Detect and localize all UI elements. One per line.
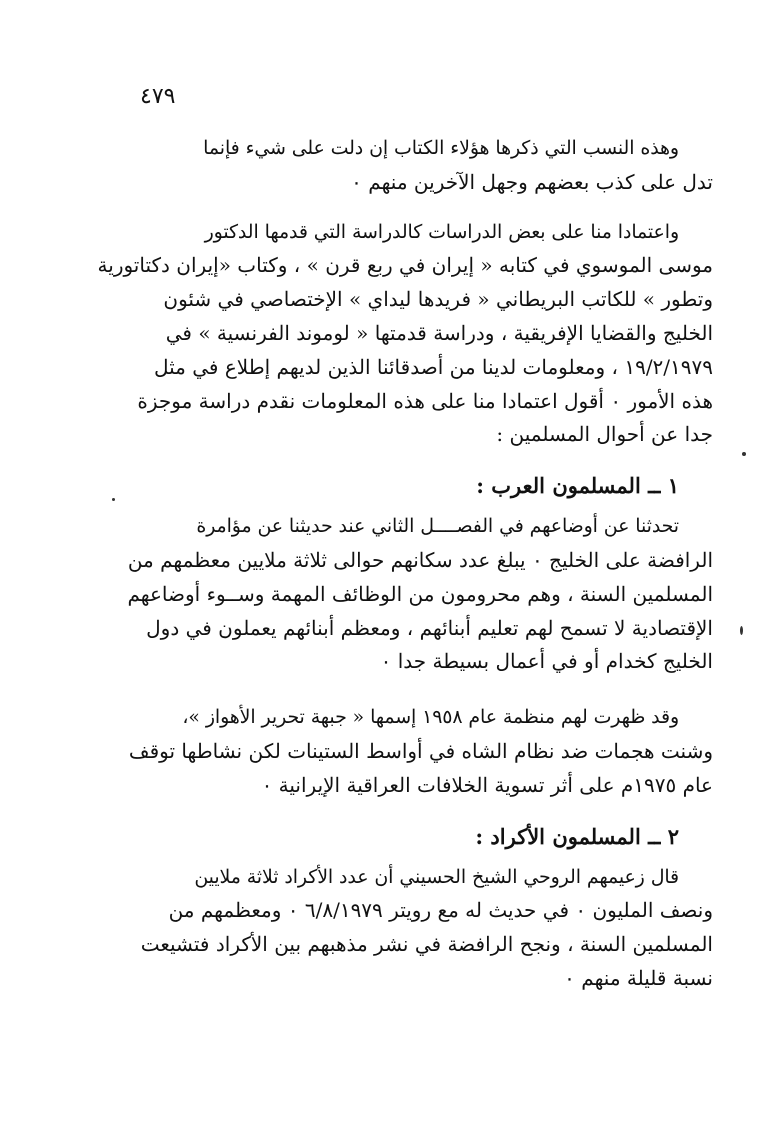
text-line: جدا عن أحوال المسلمين : — [496, 422, 713, 447]
text-line: وهذه النسب التي ذكرها هؤلاء الكتاب إن دلت على شيء فإنما — [203, 138, 679, 159]
text-line: تدل على كذب بعضهم وجهل الآخرين منهم ٠ — [351, 169, 713, 194]
section-heading-arab-muslims: ١ ــ المسلمون العرب : — [476, 473, 679, 499]
text-line: الخليج كخدام أو في أعمال بسيطة جدا ٠ — [380, 649, 713, 674]
text-line: المسلمين السنة ، ونجح الرافضة في نشر مذهبهم بين الأكراد فتشيعت — [140, 932, 713, 957]
text-line: ونصف المليون ٠ في حديث له مع رويتر ٦/٨/١٩٧٩ ٠ ومعظمهم من — [168, 898, 713, 923]
text-line: وتطور » للكاتب البريطاني « فريدها ليداي » الإختصاصي في شئون — [163, 287, 713, 312]
scan-speck — [740, 626, 743, 635]
page-body — [63, 132, 713, 996]
text-line: قال زعيمهم الروحي الشيخ الحسيني أن عدد الأكراد ثلاثة ملايين — [194, 866, 679, 888]
scan-speck — [742, 452, 746, 456]
paragraph-kurdish-muslims — [63, 861, 713, 996]
text-line: نسبة قليلة منهم ٠ — [564, 965, 713, 990]
page-number: ٤٧٩ — [140, 84, 176, 109]
text-line: ١٩/٢/١٩٧٩ ، ومعلومات لدينا من أصدقائنا الذين لديهم إطلاع في مثل — [153, 354, 713, 379]
text-line: واعتمادا منا على بعض الدراسات كالدراسة التي قدمها الدكتور — [204, 221, 679, 243]
text-line: الرافضة على الخليج ٠ يبلغ عدد سكانهم حوالى ثلاثة ملايين معظمهم من — [127, 547, 713, 572]
section-heading-kurdish-muslims: ٢ ــ المسلمون الأكراد : — [475, 823, 679, 849]
paragraph-sources — [63, 216, 713, 453]
text-line: موسى الموسوي في كتابه « إيران في ربع قرن » ، وكتاب «إيران دكتاتورية — [97, 253, 713, 278]
text-line: وقد ظهرت لهم منظمة عام ١٩٥٨ إسمها « جبهة تحرير الأهواز »، — [182, 707, 679, 729]
scan-speck — [112, 498, 115, 501]
text-line: عام ١٩٧٥م على أثر تسوية الخلافات العراقية الإيرانية ٠ — [261, 772, 713, 797]
text-line: المسلمين السنة ، وهم محرومون من الوظائف المهمة وســوء أوضاعهم — [127, 581, 713, 606]
text-line: الإقتصادية لا تسمح لهم تعليم أبنائهم ، ومعظم أبنائهم يعملون في دول — [146, 615, 713, 640]
text-line: هذه الأمور ٠ أقول اعتمادا منا على هذه المعلومات نقدم دراسة موجزة — [137, 388, 713, 413]
paragraph-arab-muslims — [63, 510, 713, 679]
paragraph-ahwaz-front — [63, 701, 713, 802]
text-line: الخليج والقضايا الإفريقية ، ودراسة قدمتها « لوموند الفرنسية » في — [165, 320, 713, 345]
text-line: تحدثنا عن أوضاعهم في الفصــــل الثاني عند حديثنا عن مؤامرة — [196, 516, 679, 538]
text-line: وشنت هجمات ضد نظام الشاه في أواسط الستينات لكن نشاطها توقف — [128, 738, 713, 763]
paragraph-intro — [63, 132, 713, 200]
